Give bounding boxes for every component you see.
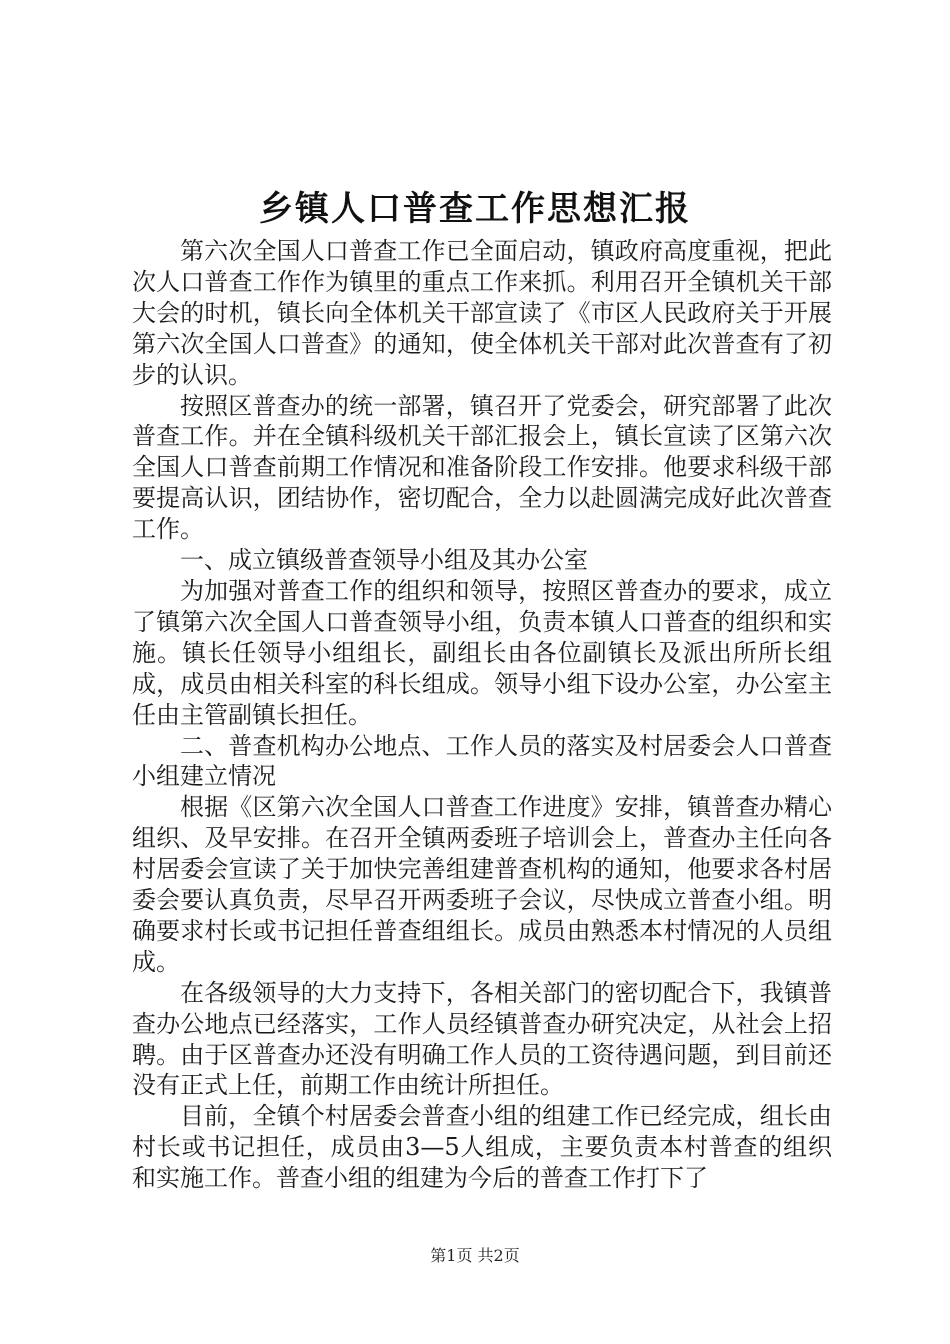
page-footer: 第1页 共2页: [430, 1246, 520, 1265]
paragraph: 为加强对普查工作的组织和领导，按照区普查办的要求，成立了镇第六次全国人口普查领导小组，负责本镇人口普查的组织和实施。镇长任领导小组组长，副组长由各位副镇长及派出所所长组成，成员由相关科室的科长组成。领导小组下设办公室，办公室主任由主管副镇长担任。: [132, 576, 832, 729]
paragraph: 根据《区第六次全国人口普查工作进度》安排，镇普查办精心组织、及早安排。在召开全镇两委班子培训会上，普查办主任向各村居委会宣读了关于加快完善组建普查机构的通知，他要求各村居委会要认真负责，尽早召开两委班子会议，尽快成立普查小组。明确要求村长或书记担任普查组组长。成员由熟悉本村情况的人员组成。: [132, 793, 832, 976]
document-body: [132, 236, 832, 1194]
paragraph: 第六次全国人口普查工作已全面启动，镇政府高度重视，把此次人口普查工作作为镇里的重点工作来抓。利用召开全镇机关干部大会的时机，镇长向全体机关干部宣读了《市区人民政府关于开展第六次全国人口普查》的通知，使全体机关干部对此次普查有了初步的认识。: [132, 237, 832, 389]
section-heading: 二、普查机构办公地点、工作人员的落实及村居委会人口普查小组建立情况: [132, 731, 832, 791]
paragraph: 按照区普查办的统一部署，镇召开了党委会，研究部署了此次普查工作。并在全镇科级机关干部汇报会上，镇长宣读了区第六次全国人口普查前期工作情况和准备阶段工作安排。他要求科级干部要提高认识，团结协作，密切配合，全力以赴圆满完成好此次普查工作。: [132, 391, 832, 544]
section-heading: 一、成立镇级普查领导小组及其办公室: [180, 546, 588, 575]
paragraph: 在各级领导的大力支持下，各相关部门的密切配合下，我镇普查办公地点已经落实，工作人员经镇普查办研究决定，从社会上招聘。由于区普查办还没有明确工作人员的工资待遇问题，到目前还没有正式上任，前期工作由统计所担任。: [132, 978, 832, 1100]
paragraph: 目前，全镇个村居委会普查小组的组建工作已经完成，组长由村长或书记担任，成员由3—5人组成，主要负责本村普查的组织和实施工作。普查小组的组建为今后的普查工作打下了: [132, 1102, 832, 1193]
page-title: 乡镇人口普查工作思想汇报: [259, 189, 691, 229]
